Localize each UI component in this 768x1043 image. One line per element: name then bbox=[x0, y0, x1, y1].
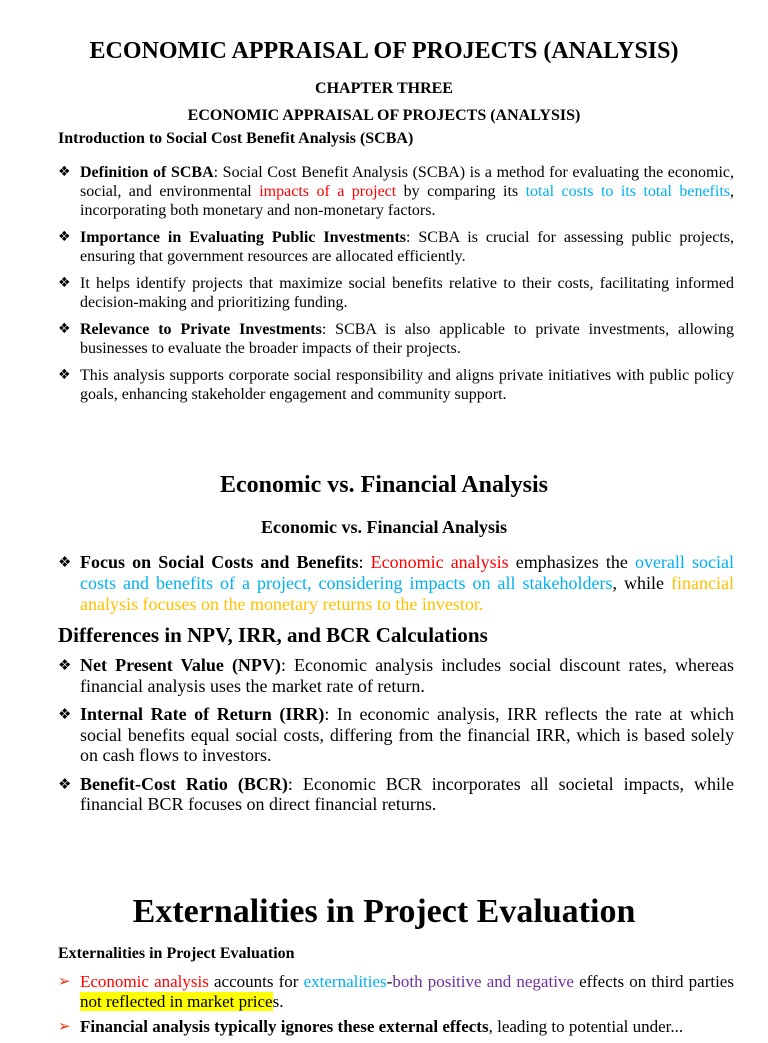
term-label: Net Present Value (NPV) bbox=[80, 655, 281, 675]
item-text: by comparing its bbox=[396, 183, 526, 200]
diamond-bullet-icon: ❖ bbox=[58, 367, 71, 383]
orange-text: financial analysis focuses on the monetary returns to the investor. bbox=[80, 573, 735, 614]
item-text: : Social Cost Benefit Analysis (SCBA) is a method for evaluating the economic, social, and environmental bbox=[80, 164, 735, 200]
item-text: s. bbox=[272, 991, 284, 1011]
list-item bbox=[58, 228, 734, 266]
econ-bullet-list bbox=[58, 552, 734, 615]
section-heading: Economic vs. Financial Analysis bbox=[219, 472, 549, 498]
term-label: Relevance to Private Investments bbox=[80, 321, 322, 338]
differences-heading: Differences in NPV, IRR, and BCR Calculations bbox=[58, 623, 488, 647]
term-label: Benefit-Cost Ratio (BCR) bbox=[80, 773, 288, 794]
highlighted-text: not reflected in market price bbox=[80, 991, 273, 1011]
item-text: , leading to potential under... bbox=[488, 1017, 684, 1036]
list-item bbox=[58, 163, 734, 220]
item-text: : SCBA is also applicable to private investments, allowing businesses to evaluate the broader impacts of their projects. bbox=[80, 321, 735, 357]
diamond-bullet-icon: ❖ bbox=[58, 656, 72, 674]
item-text: : In economic analysis, IRR reflects the rate at which social benefits equal social costs, differing from the financial IRR, which is based solely on cash flows to investors. bbox=[80, 704, 734, 765]
list-item bbox=[58, 366, 734, 404]
blue-text: externalities bbox=[303, 972, 387, 991]
differences-bullet-list bbox=[58, 655, 734, 823]
blue-text: overall social costs and benefits of a project, considering impacts on all stakeholders bbox=[80, 552, 734, 593]
intro-bullet-list bbox=[58, 163, 734, 412]
item-text: - bbox=[386, 972, 393, 991]
list-item bbox=[58, 274, 734, 312]
diamond-bullet-icon: ❖ bbox=[58, 774, 72, 793]
term-label: Financial analysis typically ignores these external effects bbox=[80, 1017, 489, 1036]
item-text: : Economic analysis includes social discount rates, whereas financial analysis uses the market rate of return. bbox=[80, 655, 734, 696]
term-label: Focus on Social Costs and Benefits bbox=[80, 552, 359, 572]
term-label: Internal Rate of Return (IRR) bbox=[80, 704, 325, 724]
list-item bbox=[58, 774, 734, 815]
externalities-heading: Externalities in Project Evaluation bbox=[132, 893, 636, 930]
list-item bbox=[58, 655, 734, 696]
list-item bbox=[58, 1017, 734, 1037]
document-title: ECONOMIC APPRAISAL OF PROJECTS (ANALYSIS) bbox=[89, 38, 679, 64]
diamond-bullet-icon: ❖ bbox=[58, 275, 71, 291]
diamond-bullet-icon: ❖ bbox=[58, 229, 71, 245]
list-item bbox=[58, 704, 734, 766]
item-text: : SCBA is crucial for assessing public projects, ensuring that government resources are allocated efficiently. bbox=[80, 229, 735, 265]
purple-text: both positive and negative bbox=[392, 972, 574, 991]
term-label: Definition of SCBA bbox=[80, 164, 214, 181]
chapter-subtitle: ECONOMIC APPRAISAL OF PROJECTS (ANALYSIS) bbox=[187, 107, 581, 124]
section-subheading: Economic vs. Financial Analysis bbox=[260, 517, 508, 537]
blue-text: total costs to its total benefits bbox=[525, 183, 730, 200]
item-text: : Economic BCR incorporates all societal impacts, while financial BCR focuses on direct financial returns. bbox=[80, 773, 734, 814]
arrow-bullet-icon: ➢ bbox=[58, 1017, 71, 1035]
list-item bbox=[58, 552, 734, 615]
term-label: Importance in Evaluating Public Investments bbox=[80, 229, 407, 246]
diamond-bullet-icon: ❖ bbox=[58, 321, 71, 337]
externalities-bullet-list bbox=[58, 972, 734, 1043]
red-text: Economic analysis bbox=[80, 972, 209, 991]
list-item bbox=[58, 972, 734, 1011]
arrow-bullet-icon: ➢ bbox=[58, 972, 71, 990]
item-text: It helps identify projects that maximize social benefits relative to their costs, facilitating informed decision-making and prioritizing funding. bbox=[80, 275, 734, 311]
red-text: Economic analysis bbox=[370, 552, 509, 572]
item-text: , incorporating both monetary and non-monetary factors. bbox=[80, 183, 734, 219]
diamond-bullet-icon: ❖ bbox=[58, 553, 72, 571]
diamond-bullet-icon: ❖ bbox=[58, 705, 72, 723]
list-item bbox=[58, 320, 734, 358]
item-text: This analysis supports corporate social responsibility and aligns private initiatives with public policy goals, enhancing stakeholder engagement and community support. bbox=[80, 367, 734, 403]
item-text: emphasizes the bbox=[508, 552, 635, 572]
intro-heading: Introduction to Social Cost Benefit Analysis (SCBA) bbox=[58, 130, 414, 147]
item-text: , while bbox=[612, 573, 672, 593]
item-text: accounts for bbox=[208, 972, 304, 991]
chapter-label: CHAPTER THREE bbox=[315, 80, 453, 97]
diamond-bullet-icon: ❖ bbox=[58, 164, 71, 180]
red-text: impacts of a project bbox=[259, 183, 397, 200]
item-text: : bbox=[358, 552, 371, 572]
item-text: effects on third parties bbox=[573, 972, 734, 991]
externalities-subheading: Externalities in Project Evaluation bbox=[58, 945, 295, 962]
